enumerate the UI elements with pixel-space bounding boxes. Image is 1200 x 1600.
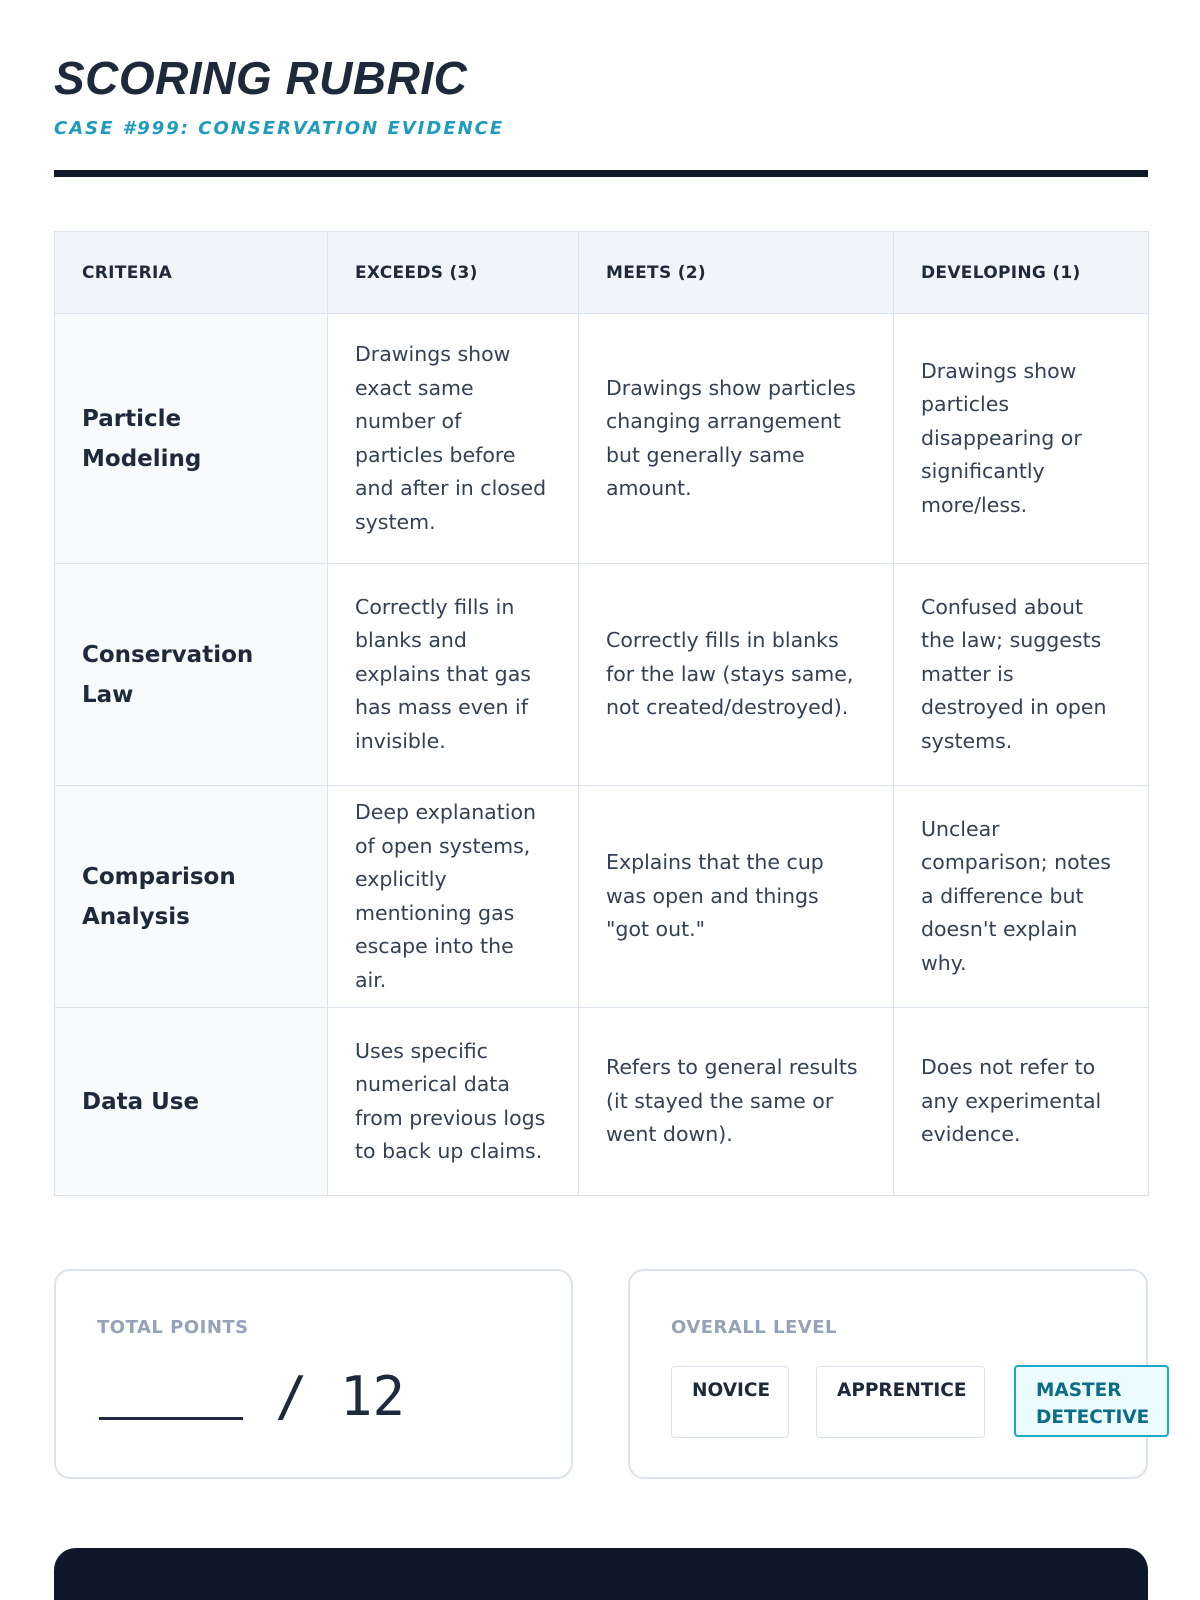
column-header-developing: DEVELOPING (1) [894, 232, 1149, 314]
developing-cell: Drawings show particles disappearing or significantly more/less. [894, 314, 1149, 564]
total-score [97, 1365, 405, 1428]
criteria-cell: Comparison Analysis [55, 786, 328, 1008]
header-divider [54, 170, 1148, 177]
exceeds-cell: Uses specific numerical data from previous logs to back up claims. [328, 1008, 579, 1196]
meets-cell: Correctly fills in blanks for the law (stays same, not created/destroyed). [579, 564, 894, 786]
table-row [55, 1008, 1149, 1196]
level-option-master-detective[interactable]: MASTER DETECTIVE [1014, 1365, 1169, 1437]
developing-cell: Unclear comparison; notes a difference but doesn't explain why. [894, 786, 1149, 1008]
criteria-cell: Particle Modeling [55, 314, 328, 564]
total-points-label: TOTAL POINTS [97, 1317, 249, 1338]
exceeds-cell: Deep explanation of open systems, explicitly mentioning gas escape into the air. [328, 786, 579, 1008]
level-option-novice[interactable]: NOVICE [671, 1366, 789, 1438]
level-option-apprentice[interactable]: APPRENTICE [816, 1366, 985, 1438]
criteria-cell: Data Use [55, 1008, 328, 1196]
column-header-meets: MEETS (2) [579, 232, 894, 314]
exceeds-cell: Drawings show exact same number of particles before and after in closed system. [328, 314, 579, 564]
total-points-card [54, 1269, 573, 1479]
meets-cell: Refers to general results (it stayed the same or went down). [579, 1008, 894, 1196]
table-row [55, 564, 1149, 786]
column-header-criteria: CRITERIA [55, 232, 328, 314]
table-header-row [55, 232, 1149, 314]
exceeds-cell: Correctly fills in blanks and explains that gas has mass even if invisible. [328, 564, 579, 786]
rubric-table [54, 231, 1149, 1196]
developing-cell: Confused about the law; suggests matter is destroyed in open systems. [894, 564, 1149, 786]
overall-level-card [628, 1269, 1148, 1479]
overall-level-label: OVERALL LEVEL [671, 1317, 838, 1338]
page-header [54, 50, 1148, 139]
table-row [55, 314, 1149, 564]
meets-cell: Explains that the cup was open and things "got out." [579, 786, 894, 1008]
page-subtitle: CASE #999: CONSERVATION EVIDENCE [54, 118, 505, 139]
score-max: / 12 [275, 1365, 406, 1428]
criteria-cell: Conservation Law [55, 564, 328, 786]
column-header-exceeds: EXCEEDS (3) [328, 232, 579, 314]
developing-cell: Does not refer to any experimental evidence. [894, 1008, 1149, 1196]
meets-cell: Drawings show particles changing arrangement but generally same amount. [579, 314, 894, 564]
page-title: SCORING RUBRIC [54, 52, 468, 104]
table-row [55, 786, 1149, 1008]
footer-band [54, 1548, 1148, 1600]
